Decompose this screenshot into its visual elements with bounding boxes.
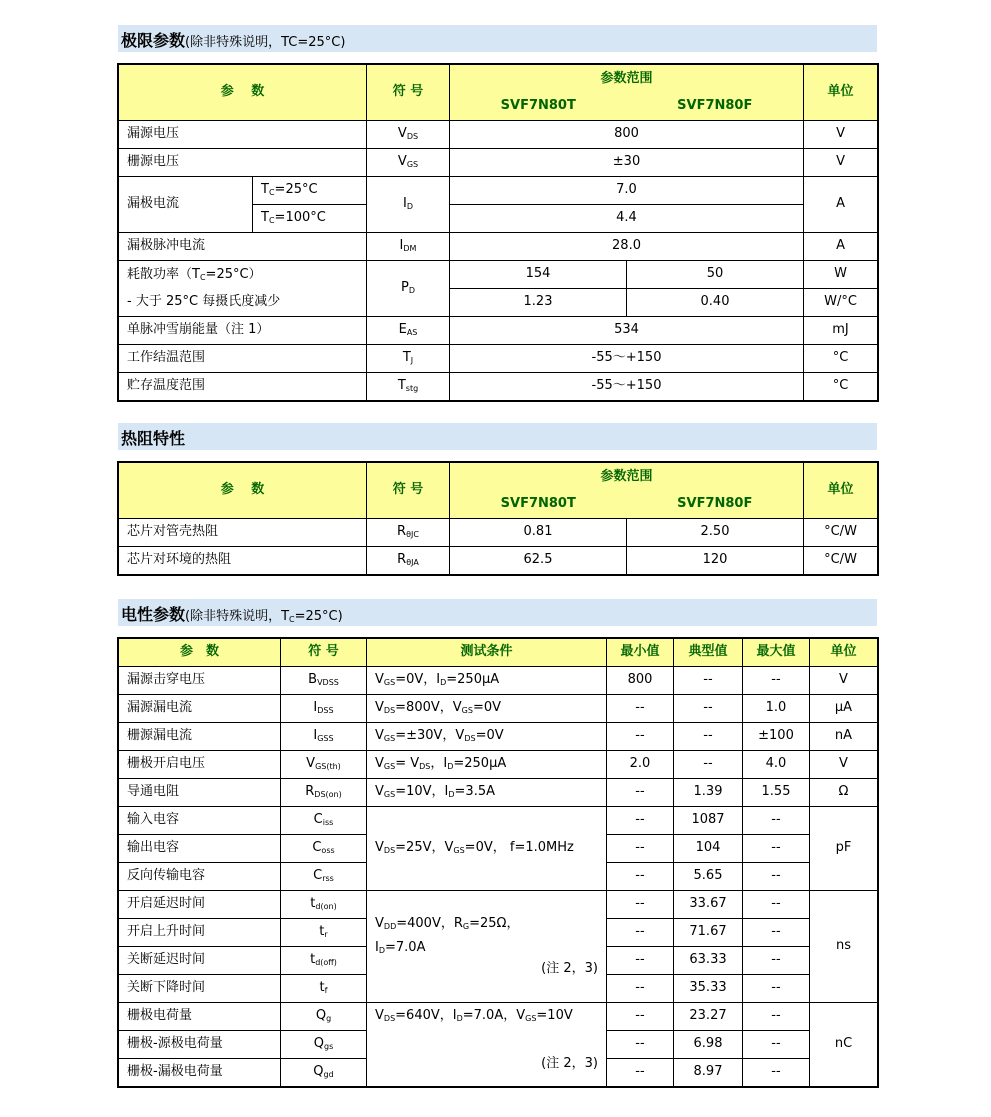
value: 120 xyxy=(627,547,804,575)
param-name: 开启延迟时间 xyxy=(119,891,281,919)
section-header-abs-max xyxy=(118,25,877,52)
param-name: 芯片对管壳热阻 xyxy=(119,519,367,547)
unit: pF xyxy=(810,807,878,891)
test-note: (注 2，3) xyxy=(541,960,598,976)
value: ±30 xyxy=(450,149,804,177)
param-name: 漏极脉冲电流 xyxy=(119,233,367,261)
max-value: 4.0 xyxy=(743,751,810,779)
symbol: $R_{\theta JC}$ xyxy=(367,519,450,547)
header-symbol: 符 号 xyxy=(367,463,450,519)
min-value: -- xyxy=(607,919,674,947)
symbol: $R_{\theta JA}$ xyxy=(367,547,450,575)
table-row xyxy=(119,261,878,289)
test-condition: $V_{DS}=640V$，$I_D=7.0A$，$V_{GS}=10V$ (注 2，3) xyxy=(367,1003,607,1087)
table-row xyxy=(119,667,878,695)
max-value: -- xyxy=(743,975,810,1003)
test-condition: $V_{GS}=10V$，$I_D=3.5A$ xyxy=(367,779,607,807)
test-condition: $V_{DD}=400V$，$R_G=25\Omega$， $I_D=7.0A$ (注 2，3) xyxy=(367,891,607,1003)
typ-value: -- xyxy=(674,695,743,723)
table-row xyxy=(119,121,878,149)
typ-value: 104 xyxy=(674,835,743,863)
symbol: $P_D$ xyxy=(367,261,450,317)
value: 2.50 xyxy=(627,519,804,547)
symbol: $I_{DSS}$ xyxy=(281,695,367,723)
section-header-thermal xyxy=(118,423,877,450)
section-header-electrical xyxy=(118,599,877,626)
value: 534 xyxy=(450,317,804,345)
header-min: 最小值 xyxy=(607,639,674,667)
typ-value: 6.98 xyxy=(674,1031,743,1059)
param-name: 单脉冲雪崩能量（注 1） xyxy=(119,317,367,345)
param-name: 导通电阻 xyxy=(119,779,281,807)
typ-value: 5.65 xyxy=(674,863,743,891)
unit: V xyxy=(810,667,878,695)
header-condition: 测试条件 xyxy=(367,639,607,667)
header-model-2: SVF7N80F xyxy=(627,93,804,121)
max-value: -- xyxy=(743,891,810,919)
unit: nA xyxy=(810,723,878,751)
unit: A xyxy=(804,233,878,261)
header-unit: 单位 xyxy=(804,65,878,121)
symbol: $Q_{gd}$ xyxy=(281,1059,367,1087)
max-value: -- xyxy=(743,863,810,891)
section-title: 电性参数 xyxy=(121,605,186,624)
header-typ: 典型值 xyxy=(674,639,743,667)
min-value: -- xyxy=(607,1059,674,1087)
value: 4.4 xyxy=(450,205,804,233)
value: 0.40 xyxy=(627,289,804,317)
value: -55～+150 xyxy=(450,345,804,373)
header-range: 参数范围 xyxy=(450,65,804,93)
table-row xyxy=(119,373,878,401)
unit: °C/W xyxy=(804,519,878,547)
symbol: $C_{oss}$ xyxy=(281,835,367,863)
symbol: $B_{VDSS}$ xyxy=(281,667,367,695)
test-condition: $V_{GS}=\pm 30V$，$V_{DS}=0V$ xyxy=(367,723,607,751)
unit: μA xyxy=(810,695,878,723)
unit: V xyxy=(804,121,878,149)
param-name: 关断延迟时间 xyxy=(119,947,281,975)
unit: W/°C xyxy=(804,289,878,317)
value: 50 xyxy=(627,261,804,289)
max-value: -- xyxy=(743,1031,810,1059)
unit: W xyxy=(804,261,878,289)
header-model-1: SVF7N80T xyxy=(450,491,627,519)
max-value: -- xyxy=(743,807,810,835)
unit: ns xyxy=(810,891,878,1003)
typ-value: 23.27 xyxy=(674,1003,743,1031)
typ-value: 1087 xyxy=(674,807,743,835)
symbol: $T_{stg}$ xyxy=(367,373,450,401)
param-name: 栅极开启电压 xyxy=(119,751,281,779)
typ-value: -- xyxy=(674,667,743,695)
min-value: -- xyxy=(607,947,674,975)
symbol: $Q_{gs}$ xyxy=(281,1031,367,1059)
param-name: 输出电容 xyxy=(119,835,281,863)
table-row xyxy=(119,289,878,317)
param-name: 漏源击穿电压 xyxy=(119,667,281,695)
typ-value: 1.39 xyxy=(674,779,743,807)
header-param: 参 数 xyxy=(119,65,367,121)
min-value: -- xyxy=(607,975,674,1003)
param-name: 漏源漏电流 xyxy=(119,695,281,723)
value: 7.0 xyxy=(450,177,804,205)
table-row xyxy=(119,695,878,723)
header-range: 参数范围 xyxy=(450,463,804,491)
typ-value: 8.97 xyxy=(674,1059,743,1087)
min-value: -- xyxy=(607,1003,674,1031)
header-param: 参 数 xyxy=(119,639,281,667)
table-row xyxy=(119,547,878,575)
min-value: 800 xyxy=(607,667,674,695)
header-param: 参 数 xyxy=(119,463,367,519)
param-name: 耗散功率$(T_C=25^\circ C)$ xyxy=(119,261,367,289)
typ-value: 33.67 xyxy=(674,891,743,919)
min-value: -- xyxy=(607,891,674,919)
table-row xyxy=(119,723,878,751)
table-row xyxy=(119,751,878,779)
param-name: 工作结温范围 xyxy=(119,345,367,373)
unit: mJ xyxy=(804,317,878,345)
unit: V xyxy=(810,751,878,779)
symbol: $t_{d(on)}$ xyxy=(281,891,367,919)
unit: °C xyxy=(804,373,878,401)
param-name: 关断下降时间 xyxy=(119,975,281,1003)
header-max: 最大值 xyxy=(743,639,810,667)
symbol: $V_{GS}$ xyxy=(367,149,450,177)
header-model-1: SVF7N80T xyxy=(450,93,627,121)
unit: A xyxy=(804,177,878,233)
symbol: $T_J$ xyxy=(367,345,450,373)
table-row xyxy=(119,891,878,919)
min-value: -- xyxy=(607,863,674,891)
section-note: (除非特殊说明，TC=25°C) xyxy=(185,35,346,50)
symbol: $t_f$ xyxy=(281,975,367,1003)
max-value: 1.0 xyxy=(743,695,810,723)
symbol: $R_{DS(on)}$ xyxy=(281,779,367,807)
min-value: -- xyxy=(607,835,674,863)
test-condition: $V_{DS}=800V$，$V_{GS}=0V$ xyxy=(367,695,607,723)
value: 0.81 xyxy=(450,519,627,547)
value: 1.23 xyxy=(450,289,627,317)
thermal-table xyxy=(118,462,878,575)
typ-value: -- xyxy=(674,723,743,751)
symbol: $t_{d(off)}$ xyxy=(281,947,367,975)
section-title: 极限参数 xyxy=(121,31,186,50)
symbol: $E_{AS}$ xyxy=(367,317,450,345)
min-value: -- xyxy=(607,695,674,723)
max-value: -- xyxy=(743,1059,810,1087)
param-name: 栅源漏电流 xyxy=(119,723,281,751)
symbol: $I_{DM}$ xyxy=(367,233,450,261)
param-name: 栅极-源极电荷量 xyxy=(119,1031,281,1059)
unit: Ω xyxy=(810,779,878,807)
max-value: -- xyxy=(743,667,810,695)
value: -55～+150 xyxy=(450,373,804,401)
param-name: 栅极-漏极电荷量 xyxy=(119,1059,281,1087)
unit: °C xyxy=(804,345,878,373)
typ-value: -- xyxy=(674,751,743,779)
param-name: 栅源电压 xyxy=(119,149,367,177)
value: 154 xyxy=(450,261,627,289)
max-value: -- xyxy=(743,835,810,863)
symbol: $V_{DS}$ xyxy=(367,121,450,149)
table-row xyxy=(119,345,878,373)
test-note: (注 2，3) xyxy=(541,1056,598,1072)
symbol: $Q_g$ xyxy=(281,1003,367,1031)
symbol: $C_{iss}$ xyxy=(281,807,367,835)
table-row xyxy=(119,519,878,547)
table-row xyxy=(119,149,878,177)
symbol: $C_{rss}$ xyxy=(281,863,367,891)
test-condition: $V_{GS}= V_{DS}$，$I_D=250\mu A$ xyxy=(367,751,607,779)
typ-value: 35.33 xyxy=(674,975,743,1003)
max-value: -- xyxy=(743,947,810,975)
max-value: 1.55 xyxy=(743,779,810,807)
header-symbol: 符 号 xyxy=(281,639,367,667)
symbol: $I_{GSS}$ xyxy=(281,723,367,751)
header-model-2: SVF7N80F xyxy=(627,491,804,519)
param-name: 开启上升时间 xyxy=(119,919,281,947)
param-name: - 大于 25°C 每摄氏度减少 xyxy=(119,289,367,317)
value: 800 xyxy=(450,121,804,149)
test-condition: $V_{DS}=25V$，$V_{GS}=0V$， f=1.0MHz xyxy=(367,807,607,891)
symbol: $t_r$ xyxy=(281,919,367,947)
param-name: 漏极电流 xyxy=(119,177,253,233)
header-unit: 单位 xyxy=(810,639,878,667)
max-value: -- xyxy=(743,919,810,947)
param-name: 栅极电荷量 xyxy=(119,1003,281,1031)
table-row xyxy=(119,779,878,807)
value: 62.5 xyxy=(450,547,627,575)
table-row xyxy=(119,317,878,345)
min-value: -- xyxy=(607,723,674,751)
min-value: -- xyxy=(607,1031,674,1059)
min-value: -- xyxy=(607,807,674,835)
test-condition: $V_{GS}=0V$，$I_D=250\mu A$ xyxy=(367,667,607,695)
unit: nC xyxy=(810,1003,878,1087)
table-row xyxy=(119,233,878,261)
header-unit: 单位 xyxy=(804,463,878,519)
electrical-table xyxy=(118,638,878,1087)
param-name: 芯片对环境的热阻 xyxy=(119,547,367,575)
param-name: 漏源电压 xyxy=(119,121,367,149)
param-name: 贮存温度范围 xyxy=(119,373,367,401)
section-title: 热阻特性 xyxy=(121,429,186,448)
table-row xyxy=(119,177,878,205)
symbol: $I_D$ xyxy=(367,177,450,233)
param-name: 反向传输电容 xyxy=(119,863,281,891)
section-note: (除非特殊说明，$T_C=25^\circ C$) xyxy=(185,609,343,624)
value: 28.0 xyxy=(450,233,804,261)
max-value: -- xyxy=(743,1003,810,1031)
condition: $T_C=100^\circ C$ xyxy=(253,205,367,233)
unit: °C/W xyxy=(804,547,878,575)
min-value: -- xyxy=(607,779,674,807)
min-value: 2.0 xyxy=(607,751,674,779)
typ-value: 63.33 xyxy=(674,947,743,975)
param-name: 输入电容 xyxy=(119,807,281,835)
unit: V xyxy=(804,149,878,177)
abs-max-table xyxy=(118,64,878,401)
max-value: ±100 xyxy=(743,723,810,751)
header-symbol: 符 号 xyxy=(367,65,450,121)
table-row xyxy=(119,807,878,835)
symbol: $V_{GS(th)}$ xyxy=(281,751,367,779)
condition: $T_C=25^\circ C$ xyxy=(253,177,367,205)
table-row xyxy=(119,1003,878,1031)
typ-value: 71.67 xyxy=(674,919,743,947)
